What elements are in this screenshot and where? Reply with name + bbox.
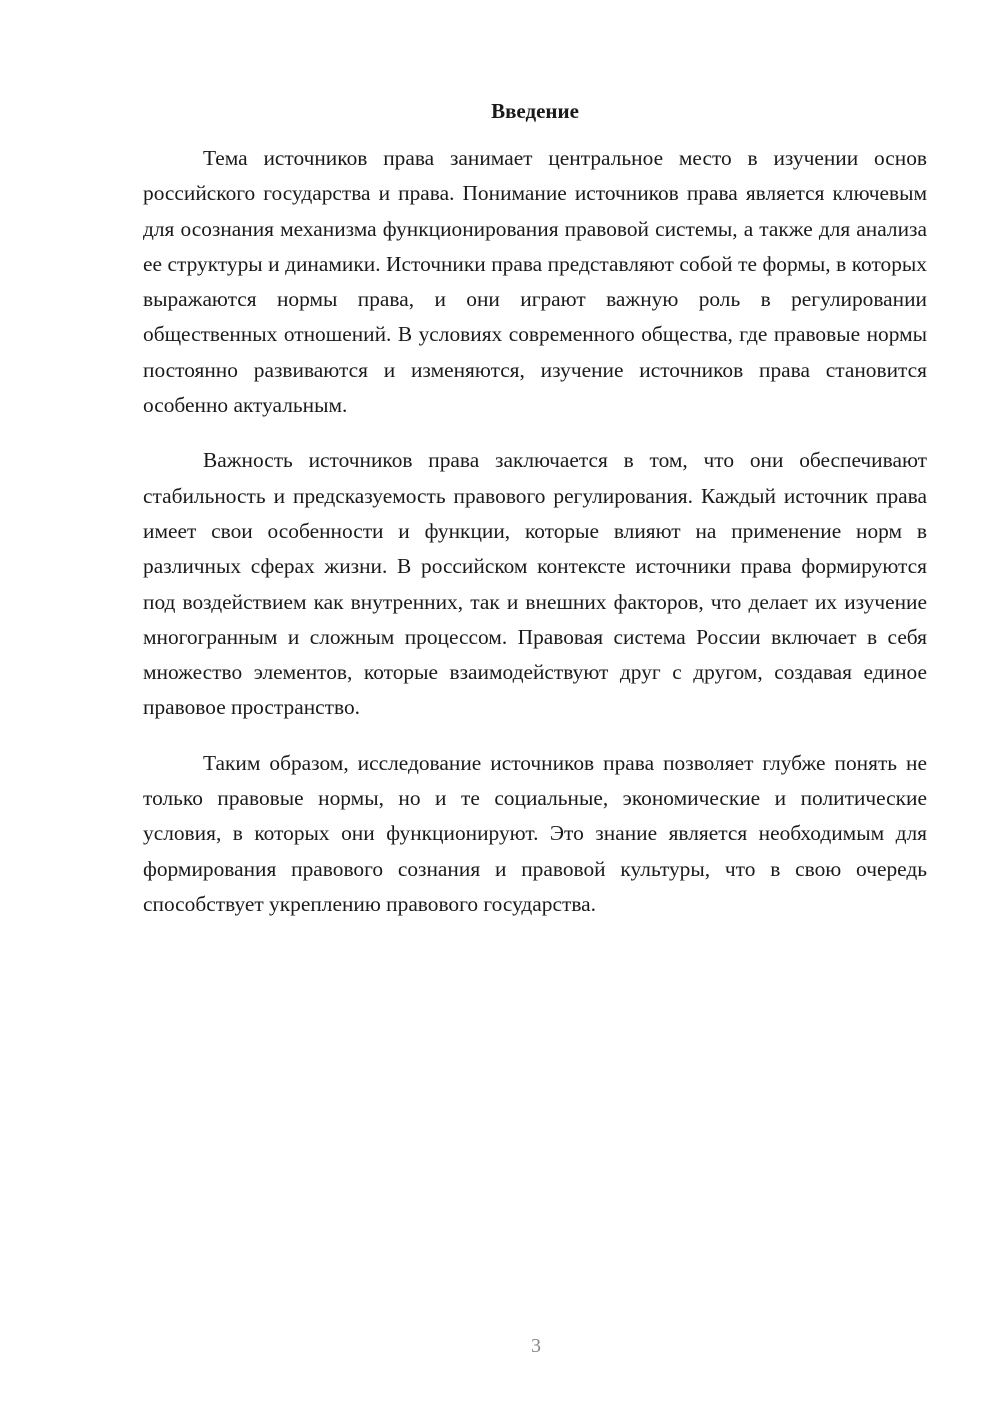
paragraph-2: Важность источников права заключается в том, что они обеспечивают стабильность и предсказуемость правового регулирования. Каждый источник права имеет свои особенности и функции, которые влияют на применение норм в различных сферах жизни. В российском контексте источники права формируются под воздействием как внутренних, так и внешних факторов, что делает их изучение многогранным и сложным процессом. Правовая система России включает в себя множество элементов, которые взаимодействуют друг с другом, создавая единое правовое пространство. [143,448,927,720]
body-text [143,141,927,942]
paragraph-1: Тема источников права занимает центральное место в изучении основ российского государства и права. Понимание источников права является ключевым для осознания механизма функционирования правовой системы, а также для анализа ее структуры и динамики. Источники права представляют собой те формы, в которых выражаются нормы права, и они играют важную роль в регулировании общественных отношений. В условиях современного общества, где правовые нормы постоянно развиваются и изменяются, изучение источников права становится особенно актуальным. [143,146,927,418]
paragraph-3: Таким образом, исследование источников права позволяет глубже понять не только правовые нормы, но и те социальные, экономические и политические условия, в которых они функционируют. Это знание является необходимым для формирования правового сознания и правовой культуры, что в свою очередь способствует укреплению правового государства. [143,750,927,916]
page-number: 3 [531,1335,541,1357]
section-title: Введение [491,99,579,123]
